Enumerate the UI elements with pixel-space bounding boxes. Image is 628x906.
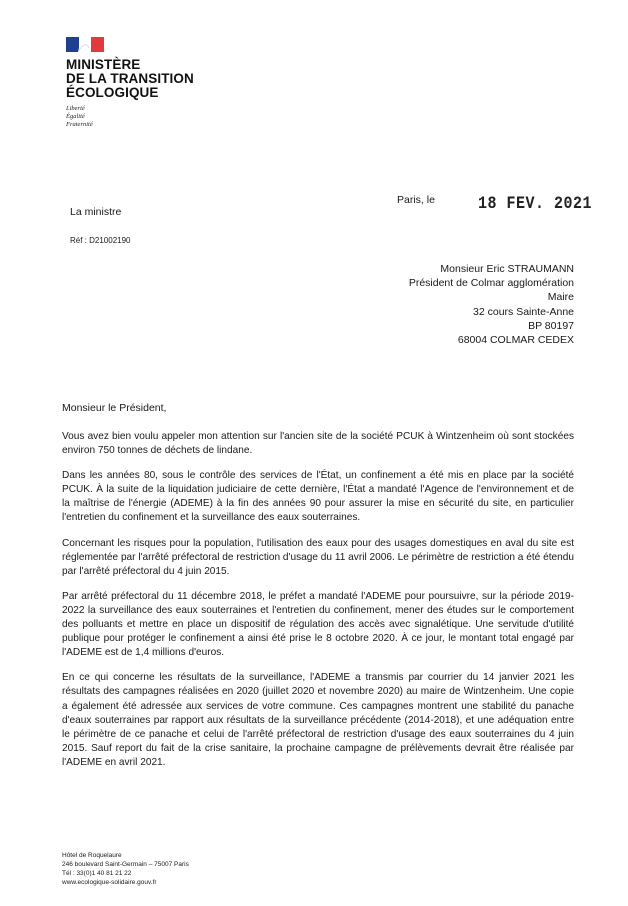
motto-line: Égalité <box>66 113 85 120</box>
motto-line: Fraternité <box>66 121 93 128</box>
body-paragraph: Par arrêté préfectoral du 11 décembre 2018, le préfet a mandaté l'ADEME pour poursuivre, sur la période 2019-2022 la surveillance des eaux souterraines et l'entretien du confinement, mener des études sur le comportement des polluants et mettre en place un dispositif de régulation des accès avec signalétique. Une servitude d'utilité publique pour protéger le confinement a ainsi été prise le 8 octobre 2020. À ce jour, le montant total engagé par l'ADEME est de 1,4 millions d'euros. <box>62 590 574 659</box>
recipient-line: Président de Colmar agglomération <box>408 277 574 290</box>
date-stamp: 18 FEV. 2021 <box>478 194 593 214</box>
footer-line: 246 boulevard Saint-Germain – 75007 Paris <box>62 861 189 868</box>
sender-label: La ministre <box>70 206 122 218</box>
body-paragraph: Dans les années 80, sous le contrôle des services de l'État, un confinement a été mis en place par la société PCUK. À la suite de la liquidation judiciaire de cette dernière, l'État a mandaté l'Agence de l'environnement et de la maîtrise de l'énergie (ADEME) à la fin des années 90 pour assurer la mise en sécurité du site, en particulier l'entretien du confinement et la surveillance des eaux souterraines. <box>62 470 574 524</box>
reference-number: Réf : D21002190 <box>70 236 131 245</box>
body-paragraph: En ce qui concerne les résultats de la surveillance, l'ADEME a transmis par courrier du 14 janvier 2021 les résultats des campagnes réalisées en 2020 (juillet 2020 et novembre 2020) au maire de Wintzenheim. Une copie a également été adressée aux services de votre commune. Ces campagnes montrent une stabilité du panache d'eaux souterraines par rapport aux résultats de la surveillance précédente (2014-2018), et une adéquation entre le périmètre de ce panache et celui de l'arrêté préfectoral de restriction d'usage des eaux souterraines du 4 juin 2015. Sauf report du fait de la crise sanitaire, la prochaine campagne de prélèvements devrait être réalisée par l'ADEME en avril 2021. <box>62 672 574 768</box>
republic-motto <box>66 105 194 129</box>
ministry-line: DE LA TRANSITION <box>66 71 194 86</box>
recipient-line: Maire <box>547 291 574 304</box>
ministry-name <box>66 58 194 100</box>
ministry-line: MINISTÈRE <box>66 57 141 72</box>
motto-line: Liberté <box>66 105 85 112</box>
recipient-line: Monsieur Eric STRAUMANN <box>440 263 574 275</box>
ministry-line: ÉCOLOGIQUE <box>66 85 159 100</box>
recipient-line: 68004 COLMAR CEDEX <box>457 334 574 347</box>
recipient-address <box>409 262 574 347</box>
letter-body <box>62 430 574 781</box>
salutation: Monsieur le Président, <box>62 402 167 414</box>
date-place: Paris, le <box>397 194 435 206</box>
footer-line: Tél : 33(0)1 40 81 21 22 <box>62 870 132 877</box>
ministry-logo <box>66 37 194 129</box>
marianne-profile-icon <box>76 37 90 52</box>
footer-link[interactable]: www.ecologique-solidaire.gouv.fr <box>62 879 157 886</box>
marianne-flag-icon <box>66 37 104 52</box>
recipient-line: 32 cours Sainte-Anne <box>473 305 574 318</box>
body-paragraph: Vous avez bien voulu appeler mon attention sur l'ancien site de la société PCUK à Wintzenheim où sont stockées environ 750 tonnes de déchets de lindane. <box>62 431 574 457</box>
body-paragraph: Concernant les risques pour la population, l'utilisation des eaux pour des usages domestiques en aval du site est réglementée par l'arrêté préfectoral de restriction d'usage du 11 avril 2006. Le périmètre de restriction a été étendu par l'arrêté préfectoral du 4 juin 2015. <box>62 537 574 577</box>
footer-address <box>62 851 189 887</box>
recipient-line: BP 80197 <box>528 319 574 332</box>
footer-line: Hôtel de Roquelaure <box>62 852 122 859</box>
